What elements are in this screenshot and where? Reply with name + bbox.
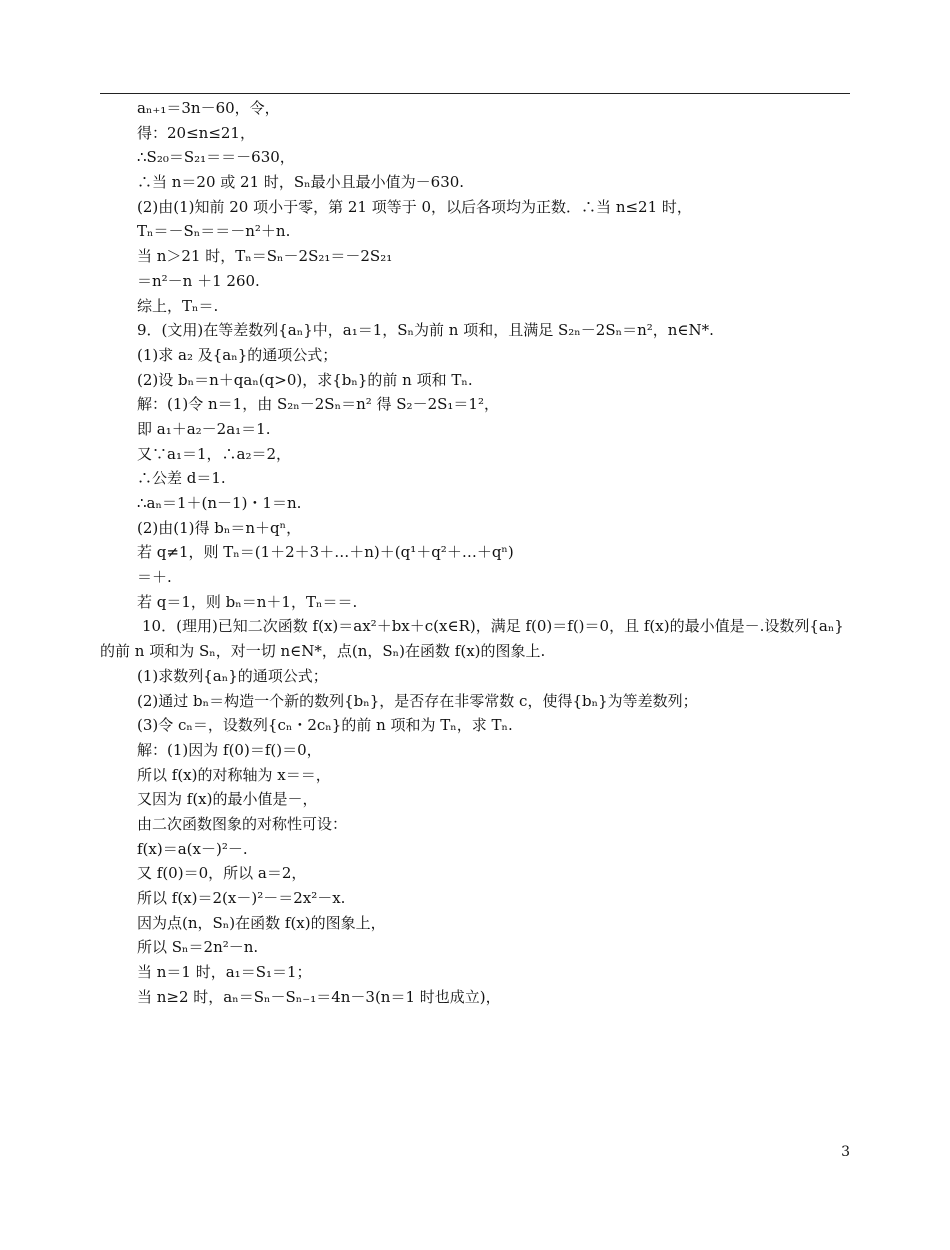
text-line: 若 q＝1，则 bₙ＝n＋1，Tₙ＝＝. — [137, 592, 358, 611]
text-line: (2)由(1)知前 20 项小于零，第 21 项等于 0，以后各项均为正数．∴当 n≤21 时， — [137, 197, 692, 216]
text-line: Tₙ＝－Sₙ＝＝－n²＋n. — [137, 222, 291, 241]
text-line: ＝＋. — [137, 568, 172, 587]
text-line: 因为点(n，Sₙ)在函数 f(x)的图象上， — [137, 913, 386, 932]
text-line: (1)求数列{aₙ}的通项公式； — [137, 666, 328, 685]
text-line: 当 n＝1 时，a₁＝S₁＝1； — [137, 963, 312, 982]
document-body — [100, 96, 850, 1009]
text-line: 若 q≠1，则 Tₙ＝(1＋2＋3＋…＋n)＋(q¹＋q²＋…＋qⁿ) — [137, 543, 514, 562]
text-line: 10．(理用)已知二次函数 f(x)＝ax²＋bx＋c(x∈R)，满足 f(0)＝f()＝0，且 f(x)的最小值是－.设数列{aₙ}的前 n 项和为 Sₙ，对一切 n∈N*，点(n，Sₙ)在函数 f(x)的图象上. — [100, 617, 844, 661]
text-line: 得：20≤n≤21， — [137, 123, 255, 142]
text-line: 又因为 f(x)的最小值是－， — [137, 790, 318, 809]
text-line: f(x)＝a(x－)²－. — [137, 839, 248, 858]
header-rule — [100, 93, 850, 94]
text-line: (2)通过 bₙ＝构造一个新的数列{bₙ}，是否存在非零常数 c，使得{bₙ}为等差数列； — [137, 691, 698, 710]
page-number: 3 — [841, 1144, 850, 1160]
text-line: ∴S₂₀＝S₂₁＝＝－630， — [137, 148, 295, 167]
text-line: 解：(1)令 n＝1，由 S₂ₙ－2Sₙ＝n² 得 S₂－2S₁＝1²， — [137, 395, 499, 414]
text-line: 又∵a₁＝1，∴a₂＝2， — [137, 444, 291, 463]
text-line: 即 a₁＋a₂－2a₁＝1. — [137, 419, 271, 438]
text-line: 当 n＞21 时，Tₙ＝Sₙ－2S₂₁＝－2S₂₁ — [137, 247, 393, 266]
text-line: aₙ₊₁＝3n－60，令， — [137, 99, 280, 117]
text-line: ＝n²－n ＋1 260. — [137, 271, 260, 290]
text-line: 9．(文用)在等差数列{aₙ}中，a₁＝1，Sₙ为前 n 项和，且满足 S₂ₙ－2Sₙ＝n²，n∈N*. — [137, 321, 714, 340]
text-line: (2)设 bₙ＝n＋qaₙ(q>0)，求{bₙ}的前 n 项和 Tₙ. — [137, 370, 473, 389]
text-line: 又 f(0)＝0，所以 a＝2， — [137, 864, 307, 883]
text-line: 解：(1)因为 f(0)＝f()＝0， — [137, 740, 322, 759]
text-line: ∴aₙ＝1＋(n－1)・1＝n. — [137, 494, 302, 512]
text-line: 所以 Sₙ＝2n²－n. — [137, 938, 259, 957]
text-line: 所以 f(x)＝2(x－)²－＝2x²－x. — [137, 889, 346, 908]
text-line: ∴公差 d＝1. — [137, 469, 226, 488]
text-line: (3)令 cₙ＝，设数列{cₙ・2cₙ}的前 n 项和为 Tₙ，求 Tₙ. — [137, 716, 513, 735]
text-line: 综上，Tₙ＝. — [137, 296, 219, 315]
text-line: 所以 f(x)的对称轴为 x＝＝， — [137, 765, 331, 784]
text-line: 由二次函数图象的对称性可设： — [137, 814, 348, 833]
text-line: (2)由(1)得 bₙ＝n＋qⁿ， — [137, 518, 302, 537]
text-line: (1)求 a₂ 及{aₙ}的通项公式； — [137, 345, 338, 364]
text-line: ∴当 n＝20 或 21 时，Sₙ最小且最小值为－630. — [137, 173, 465, 192]
text-line: 当 n≥2 时，aₙ＝Sₙ－Sₙ₋₁＝4n－3(n＝1 时也成立)， — [137, 987, 501, 1006]
